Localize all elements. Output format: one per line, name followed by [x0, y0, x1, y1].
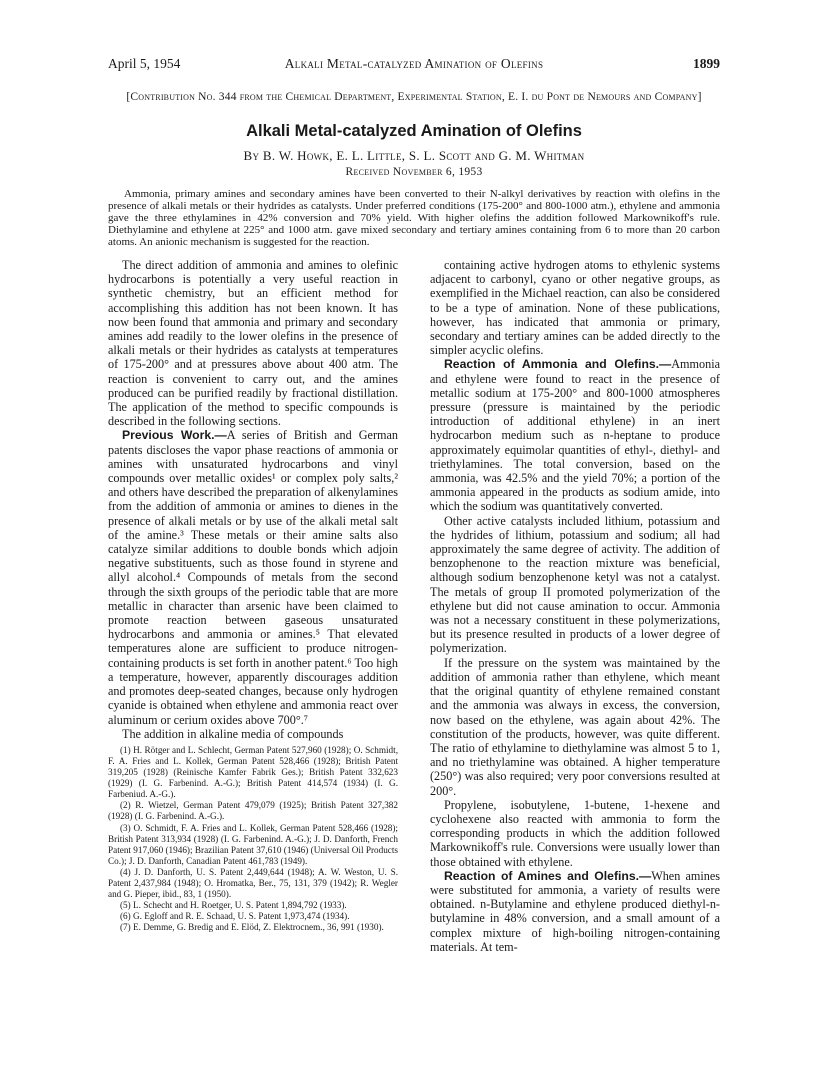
running-title: Alkali Metal-catalyzed Amination of Olefins — [284, 56, 544, 71]
previous-work-paragraph — [108, 428, 398, 726]
footnote-5: (5) L. Schecht and H. Roetger, U. S. Patent 1,894,792 (1933). — [120, 900, 347, 911]
article-title: Alkali Metal-catalyzed Amination of Olefins — [246, 122, 582, 140]
issue-date: April 5, 1954 — [108, 56, 181, 71]
journal-page — [108, 0, 720, 1068]
pressure-paragraph: If the pressure on the system was maintained by the addition of ammonia rather than ethylene, which meant that the original quantity of ethylene remained constant and the ammonia was always in excess, the conversion, now based on the ethylene, was again about 42%. The constitution of the products, however, was quite different. The ratio of ethylamine to diethylamine was almost 5 to 1, and no triethylamine was obtained. A higher temperature (250°) was also required; very poor conversions resulted at 200°. — [430, 655, 720, 798]
footnote-4: (4) J. D. Danforth, U. S. Patent 2,449,644 (1948); A. W. Weston, U. S. Patent 2,437,984 (1948); O. Hromatka, Ber., 75, 131, 379 (1942); R. Wegler and G. Pieper, ibid., 83, 1 (1950). — [108, 866, 398, 900]
higher-olefins-paragraph: Propylene, isobutylene, 1-butene, 1-hexene and cyclohexene also reacted with ammonia to form the corresponding products in which the addition followed Markownikoff's rule. Conversions were usually lower than those obtained with ethylene. — [430, 797, 720, 869]
footnotes — [108, 745, 398, 934]
amines-olefins-paragraph — [430, 869, 720, 954]
footnote-6: (6) G. Egloff and R. E. Schaad, U. S. Patent 1,973,474 (1934). — [120, 911, 350, 922]
received-date: Received November 6, 1953 — [345, 166, 483, 178]
page-number: 1899 — [693, 56, 720, 71]
footnote-3: (3) O. Schmidt, F. A. Fries and L. Kollek, German Patent 528,466 (1928); British Patent 313,934 (1928) (I. G. Farbenind. A.-G.); J. D. Danforth, French Patent 917,060 (1946); Brazilian Patent 37,610 (1946) (Universal Oil Products Co.); J. D. Danforth, Canadian Patent 461,783 (1949). — [108, 822, 398, 866]
ammonia-olefins-paragraph — [430, 357, 720, 513]
previous-work-text: A series of British and German patents discloses the vapor phase reactions of ammonia or amines with unsaturated hydrocarbons and vinyl compounds over metallic oxides¹ or complex poly salts,² and others have described the preparation of alkenylamines from the addition of ammonia or amines to dienes in the presence of alkali metals or by use of the alkali metal salt of the amine.³ These metals or their amine salts also catalyze similar additions to double bonds which adjoin negative substituents, such as those found in styrene and allyl alcohol.⁴ Compounds of metals from the second through the sixth groups of the periodic table that are more metallic in character than arsenic have been claimed to promote reaction between gaseous unsaturated hydrocarbons and ammonia or amines.⁵ That elevated temperatures alone are sufficient to produce nitrogen-containing products is set forth in another patent.⁶ Too high a temperature, however, apparently discourages addition and promotes deep-seated changes, because only hydrogen cyanide is obtained when ethylene and ammonia react over aluminum or cerium oxides above 700°.⁷ — [108, 428, 398, 727]
contribution-note: [Contribution No. 344 from the Chemical Department, Experimental Station, E. I. du Pont de Nemours and Company] — [126, 91, 702, 103]
footnote-2: (2) R. Wietzel, German Patent 479,079 (1925); British Patent 327,382 (1928) (I. G. Farbenind. A.-G.). — [108, 800, 398, 822]
left-column — [108, 258, 398, 934]
intro-paragraph: The direct addition of ammonia and amines to olefinic hydrocarbons is potentially a very useful reaction in synthetic chemistry, but an efficient method for accomplishing this addition has not been known. It has now been found that ammonia and primary and secondary amines add readily to the lower olefins in the presence of alkali metals or their hydrides as catalysts at temperatures of 175-200° and at pressures above about 400 atm. The reaction is convenient to carry out, and the amines produced can be purified readily by fractional distillation. The application of the method to specific compounds is described in the following sections. — [108, 258, 398, 429]
author-line: By B. W. Howk, E. L. Little, S. L. Scott and G. M. Whitman — [243, 148, 585, 163]
alkaline-media-paragraph: The addition in alkaline media of compounds — [122, 726, 344, 741]
footnote-1: (1) H. Rötger and L. Schlecht, German Patent 527,960 (1928); O. Schmidt, F. A. Fries and L. Kollek, German Patent 528,466 (1928); British Patent 319,205 (1928) (Reinische Kamfer Fabrik Ges.); British Patent 332,623 (1929) (I. G. Farbenind. A.-G.); British Patent 414,574 (1934) (I. G. Farbeniud. A.-G.). — [108, 744, 398, 800]
catalysts-paragraph: Other active catalysts included lithium, potassium and the hydrides of lithium, potassium and sodium; all had approximately the same degree of activity. The addition of benzophenone to the reaction mixture was beneficial, although sodium benzophenone ketyl was not a catalyst. The metals of group II promoted polymerization of the ethylene but did not cause amination to occur. Ammonia was not a necessary constituent in these polymerizations, but its presence resulted in products of a lower degree of polymerization. — [430, 513, 720, 656]
section-heading-ammonia-olefins: Reaction of Ammonia and Olefins.— — [444, 357, 672, 372]
footnote-7: (7) E. Demme, G. Bredig and E. Elöd, Z. Elektrocnem., 36, 991 (1930). — [120, 922, 384, 933]
section-heading-amines-olefins: Reaction of Amines and Olefins.— — [444, 868, 652, 883]
abstract: Ammonia, primary amines and secondary amines have been converted to their N-alkyl derivatives by reaction with olefins in the presence of alkali metals or their hydrides as catalysts. Under preferred conditions (175-200° and 800-1000 atm.), ethylene and ammonia gave the three ethylamines in 42% conversion and 70% yield. With higher olefins the addition followed Markownikoff's rule. Diethylamine and ethylene at 225° and 1000 atm. gave mixed secondary and tertiary amines containing from 6 to more than 20 carbon atoms. An anionic mechanism is suggested for the reaction. — [108, 188, 720, 249]
running-head — [108, 56, 720, 74]
ammonia-olefins-text: Ammonia and ethylene were found to react in the presence of metallic sodium at 175-200° and 800-1000 atmospheres pressure (pressure is maintained by the periodic introduction of additional ethylene) in an inert hydrocarbon medium such as n-heptane to produce approximately equimolar quantities of ethyl-, diethyl- and triethylamines. The total conversion, based on the ammonia, was 42.5% and the yield 70%; a portion of the ammonia appeared in the products as sodium amide, into which the sodium was quantitatively converted. — [430, 357, 720, 514]
continuation-paragraph: containing active hydrogen atoms to ethylenic systems adjacent to carbonyl, cyano or other negative groups, as exemplified in the Michael reaction, can also be considered to be a type of amination. None of these publications, however, has indicated that ammonia or primary, secondary and tertiary amines can be added directly to the simpler acyclic olefins. — [430, 258, 721, 358]
amines-olefins-text: When amines were substituted for ammonia, a variety of results were obtained. n-Butylamine and ethylene produced diethyl-n-butylamine in 48% conversion, and a small amount of a complex mixture of high-boiling nitrogen-containing materials. At tem- — [430, 868, 720, 954]
right-column — [430, 258, 720, 954]
section-heading-previous-work: Previous Work.— — [122, 428, 227, 443]
